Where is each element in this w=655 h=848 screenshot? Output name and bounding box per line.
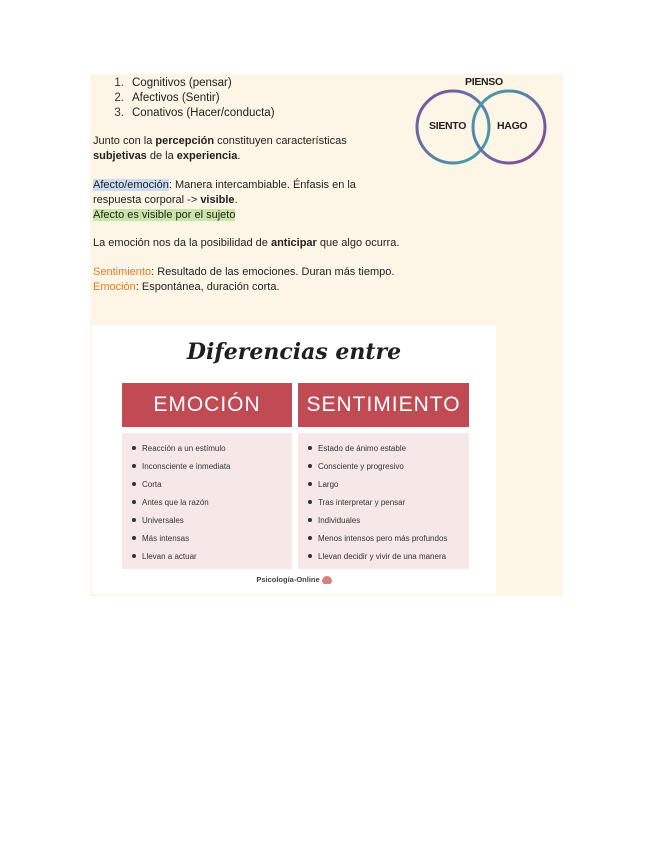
list-item: Estado de ánimo estable — [308, 440, 469, 458]
bullet-icon — [132, 554, 136, 558]
list-item: Individuales — [308, 512, 469, 530]
affect-highlight: Afecto es visible por el sujeto — [93, 209, 236, 221]
list-item: Inconsciente e inmediata — [132, 458, 292, 476]
infographic-title: Diferencias entre — [186, 339, 402, 365]
differences-infographic — [92, 325, 496, 594]
sentimiento-term: Sentimiento — [93, 266, 152, 278]
list-item: Consciente y progresivo — [308, 458, 469, 476]
bullet-icon — [308, 518, 312, 522]
bullet-icon — [132, 536, 136, 540]
affect-term: Afecto/emoción — [93, 179, 169, 191]
bullet-icon — [308, 464, 312, 468]
bullet-icon — [308, 446, 312, 450]
venn-top-label: PIENSO — [465, 76, 503, 88]
sentimiento-list — [298, 433, 469, 569]
bullet-icon — [132, 482, 136, 486]
affect-paragraph: Afecto/emoción: Manera intercambiable. Énfasis en la respuesta corporal -> visible. Afecto es visible por el sujeto — [93, 179, 356, 221]
list-item: 3. Conativos (Hacer/conducta) — [114, 107, 275, 119]
list-item: Llevan decidir y vivir de una manera — [308, 548, 469, 566]
anticipate-paragraph: La emoción nos da la posibilidad de anticipar que algo ocurra. — [93, 237, 400, 249]
list-item: Largo — [308, 476, 469, 494]
list-item: Menos intensos pero más profundos — [308, 530, 469, 548]
brain-icon — [322, 576, 332, 584]
bullet-icon — [308, 554, 312, 558]
venn-left-label: SIENTO — [429, 120, 467, 132]
venn-right-label: HAGO — [497, 120, 528, 132]
venn-diagram — [413, 74, 558, 174]
definitions-paragraph: Sentimiento: Resultado de las emociones. Duran más tiempo. Emoción: Espontánea, duración corta. — [93, 266, 395, 293]
list-item: Antes que la razón — [132, 494, 292, 512]
list-item: Reacción a un estímulo — [132, 440, 292, 458]
component-list — [104, 76, 275, 121]
bullet-icon — [132, 518, 136, 522]
note-page — [90, 74, 563, 596]
list-item: Universales — [132, 512, 292, 530]
emocion-header: EMOCIÓN — [122, 383, 292, 427]
emocion-term: Emoción — [93, 281, 136, 293]
sentimiento-header: SENTIMIENTO — [298, 383, 469, 427]
brand-logo: Psicología-Online — [92, 575, 496, 584]
bullet-icon — [308, 482, 312, 486]
perception-paragraph: Junto con la percepción constituyen características subjetivas de la experiencia. — [93, 135, 347, 162]
list-item: 2. Afectivos (Sentir) — [114, 92, 220, 104]
list-item: Tras interpretar y pensar — [308, 494, 469, 512]
list-item: Más intensas — [132, 530, 292, 548]
bullet-icon — [308, 536, 312, 540]
bullet-icon — [132, 500, 136, 504]
bullet-icon — [308, 500, 312, 504]
emocion-list — [122, 433, 292, 569]
bullet-icon — [132, 446, 136, 450]
list-item: Llevan a actuar — [132, 548, 292, 566]
list-item: Corta — [132, 476, 292, 494]
bullet-icon — [132, 464, 136, 468]
list-item: 1. Cognitivos (pensar) — [114, 77, 232, 89]
